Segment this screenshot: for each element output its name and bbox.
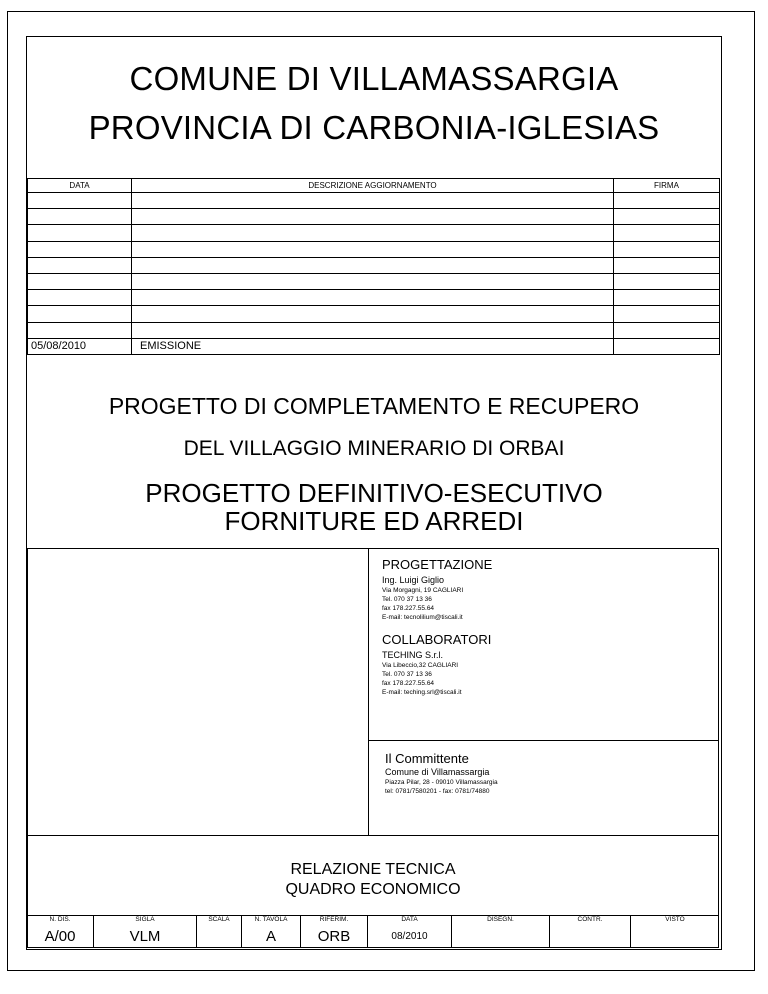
table-row — [28, 290, 720, 306]
progettazione-tel: Tel. 070 37 13 36 — [382, 596, 432, 603]
cell-visto — [631, 915, 719, 948]
project-title-2: DEL VILLAGGIO MINERARIO DI ORBAI — [183, 437, 565, 460]
rev-last-date: 05/08/2010 — [28, 338, 132, 354]
committente-address: Piazza Pilar, 28 - 09010 Villamassargia — [385, 779, 498, 786]
progettazione-block — [382, 557, 492, 622]
cell-data — [368, 915, 452, 948]
ndis-value: A/00 — [44, 928, 76, 945]
progettazione-address: Via Morgagni, 19 CAGLIARI — [382, 587, 464, 594]
table-row — [28, 209, 720, 225]
data-label: DATA — [401, 916, 418, 923]
table-row — [28, 241, 720, 257]
committente-divider — [368, 740, 719, 741]
header-province: PROVINCIA DI CARBONIA-IGLESIAS — [88, 109, 660, 146]
collaboratori-email: E-mail: teching.srl@tiscali.it — [382, 689, 462, 696]
visto-label: VISTO — [665, 916, 685, 923]
sigla-value: VLM — [129, 928, 161, 945]
progettazione-fax: fax 178.227.55.64 — [382, 605, 435, 612]
scala-label: SCALA — [208, 916, 230, 923]
table-row — [28, 193, 720, 209]
table-row — [28, 338, 720, 354]
cell-contr — [550, 915, 631, 948]
revision-table — [27, 178, 720, 355]
cell-tavola — [242, 915, 301, 948]
info-box — [27, 548, 719, 836]
table-row — [28, 225, 720, 241]
cell-ndis — [27, 915, 94, 948]
table-row — [28, 273, 720, 289]
header-municipality: COMUNE DI VILLAMASSARGIA — [129, 60, 619, 97]
collaboratori-name: TECHING S.r.l. — [382, 650, 444, 660]
riferim-value: ORB — [317, 928, 351, 945]
riferim-label: RIFERIM. — [319, 916, 349, 923]
contr-label: CONTR. — [577, 916, 603, 923]
document-title-2: QUADRO ECONOMICO — [285, 881, 461, 898]
progettazione-heading: PROGETTAZIONE — [382, 557, 493, 572]
tavola-label: N. TAVOLA — [254, 916, 288, 923]
table-row — [28, 322, 720, 338]
table-row — [28, 306, 720, 322]
collaboratori-address: Via Libeccio,32 CAGLIARI — [382, 662, 459, 669]
committente-block — [385, 751, 498, 796]
collaboratori-tel: Tel. 070 37 13 36 — [382, 671, 432, 678]
project-title-3: PROGETTO DEFINITIVO-ESECUTIVO — [145, 478, 603, 508]
table-row — [28, 257, 720, 273]
project-title-1: PROGETTO DI COMPLETAMENTO E RECUPERO — [108, 393, 640, 419]
titleblock-strip — [27, 915, 719, 948]
progettazione-email: E-mail: tecnolilium@tiscali.it — [382, 614, 463, 621]
disegn-label: DISEGN. — [487, 916, 514, 923]
tavola-value: A — [265, 928, 276, 945]
collaboratori-fax: fax 178.227.55.64 — [382, 680, 435, 687]
rev-last-desc: EMISSIONE — [132, 338, 614, 354]
rev-col-data: DATA — [28, 179, 132, 193]
rev-col-desc: DESCRIZIONE AGGIORNAMENTO — [132, 179, 614, 193]
rev-col-firma: FIRMA — [614, 179, 720, 193]
data-value: 08/2010 — [391, 931, 428, 942]
collaboratori-heading: COLLABORATORI — [382, 632, 492, 647]
document-title-1: RELAZIONE TECNICA — [290, 861, 456, 878]
cell-scala — [197, 915, 242, 948]
progettazione-name: Ing. Luigi Giglio — [382, 575, 445, 585]
collaboratori-block — [382, 632, 491, 697]
info-divider — [368, 548, 369, 836]
sigla-label: SIGLA — [135, 916, 155, 923]
cell-sigla — [94, 915, 197, 948]
committente-heading: Il Committente — [385, 751, 469, 766]
cell-riferim — [301, 915, 368, 948]
committente-contacts: tel: 0781/7580201 - fax: 0781/74880 — [385, 788, 490, 795]
committente-name: Comune di Villamassargia — [385, 767, 490, 777]
project-title-4: FORNITURE ED ARREDI — [224, 506, 524, 536]
cell-disegn — [452, 915, 550, 948]
ndis-label: N. DIS. — [49, 916, 71, 923]
